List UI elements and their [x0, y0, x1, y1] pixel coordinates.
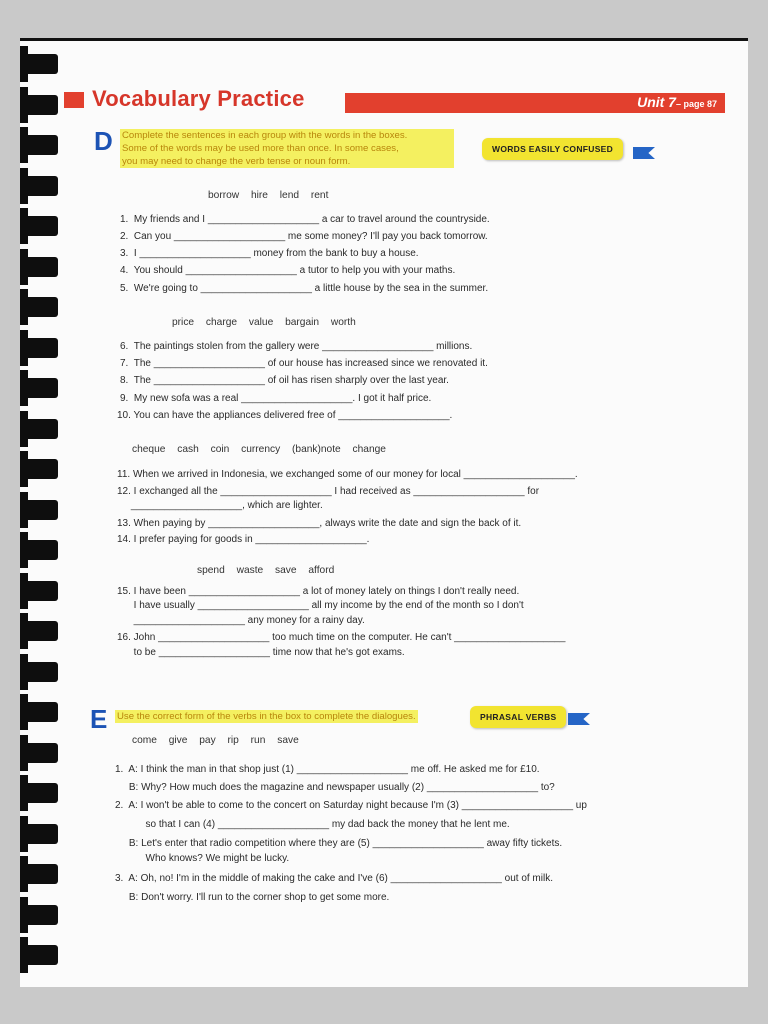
word-box-2: price charge value bargain worth — [172, 317, 356, 328]
exercise-line: 12. I exchanged all the ____________________ I had received as ____________________ for — [117, 486, 540, 497]
binding-tab — [20, 702, 58, 722]
binding-tab — [20, 135, 58, 155]
binding-tab — [20, 540, 58, 560]
binding-tab — [20, 459, 58, 479]
exercise-line: 5. We're going to ____________________ a little house by the sea in the summer. — [120, 283, 489, 294]
exercise-line: 1. My friends and I ____________________ a car to travel around the countryside. — [120, 214, 490, 225]
exercise-line: 2. Can you ____________________ me some money? I'll pay you back tomorrow. — [120, 231, 488, 242]
exercise-line: 8. The ____________________ of oil has risen sharply over the last year. — [120, 375, 449, 386]
binding-tab — [20, 621, 58, 641]
section-e-letter: E — [90, 704, 108, 734]
spiral-binding — [20, 40, 60, 984]
word-box-3: cheque cash coin currency (bank)note change — [132, 444, 386, 455]
word-box-4: spend waste save afford — [197, 565, 335, 576]
exercise-line: 7. The ____________________ of our house has increased since we renovated it. — [120, 358, 488, 369]
dialogue-line: Who knows? We might be lucky. — [115, 853, 290, 864]
exercise-line: 9. My new sofa was a real ____________________. I got it half price. — [120, 393, 432, 404]
binding-tab — [20, 257, 58, 277]
binding-tab — [20, 864, 58, 884]
exercise-line: 14. I prefer paying for goods in ____________________. — [117, 534, 370, 545]
phrasal-verbs-badge: PHRASAL VERBS — [470, 706, 566, 728]
words-easily-confused-badge: WORDS EASILY CONFUSED — [482, 138, 623, 160]
dialogue-line: B: Let's enter that radio competition where they are (5) ____________________ away fifty tickets. — [115, 838, 563, 849]
binding-tab — [20, 95, 58, 115]
header-bar — [345, 93, 725, 113]
dialogue-line: 2. A: I won't be able to come to the concert on Saturday night because I'm (3) ____________________ up — [115, 800, 587, 811]
instruction-line: you may need to change the verb tense or noun form. — [122, 156, 351, 167]
instruction-line: Complete the sentences in each group with the words in the boxes. — [122, 130, 408, 141]
unit-label — [637, 94, 717, 110]
binding-tab — [20, 338, 58, 358]
dialogue-line: 3. A: Oh, no! I'm in the middle of making the cake and I've (6) ____________________ out of milk. — [115, 873, 553, 884]
binding-tab — [20, 824, 58, 844]
binding-tab — [20, 743, 58, 763]
binding-tab — [20, 662, 58, 682]
exercise-line: 3. I ____________________ money from the bank to buy a house. — [120, 248, 419, 259]
binding-tab — [20, 216, 58, 236]
unit-number: Unit 7 — [637, 94, 676, 110]
binding-tab — [20, 297, 58, 317]
binding-tab — [20, 905, 58, 925]
exercise-line: 11. When we arrived in Indonesia, we exchanged some of our money for local ____________________. — [117, 469, 578, 480]
binding-tab — [20, 500, 58, 520]
exercise-line: 13. When paying by ____________________, always write the date and sign the back of it. — [117, 518, 522, 529]
binding-tab — [20, 419, 58, 439]
binding-tab — [20, 581, 58, 601]
section-e-instructions: Use the correct form of the verbs in the box to complete the dialogues. — [117, 711, 416, 722]
binding-tab — [20, 54, 58, 74]
binding-tab — [20, 176, 58, 196]
dialogue-line: so that I can (4) ____________________ my dad back the money that he lent me. — [115, 819, 510, 830]
dialogue-line: 1. A: I think the man in that shop just (1) ____________________ me off. He asked me for £10. — [115, 764, 540, 775]
word-box-5: come give pay rip run save — [132, 735, 299, 746]
exercise-line: 4. You should ____________________ a tutor to help you with your maths. — [120, 265, 456, 276]
page-title: Vocabulary Practice — [92, 86, 305, 111]
exercise-line: to be ____________________ time now that he's got exams. — [117, 647, 405, 658]
exercise-line: ____________________, which are lighter. — [117, 500, 323, 511]
exercise-line: I have usually ____________________ all my income by the end of the month so I don't — [117, 600, 524, 611]
section-d-letter: D — [94, 126, 113, 156]
exercise-line: 15. I have been ____________________ a lot of money lately on things I don't really need. — [117, 586, 520, 597]
binding-tab — [20, 945, 58, 965]
instruction-line: Some of the words may be used more than once. In some cases, — [122, 143, 399, 154]
exercise-line: 10. You can have the appliances delivered free of ____________________. — [117, 410, 453, 421]
binding-tab — [20, 783, 58, 803]
page-reference: – page 87 — [675, 99, 717, 109]
word-box-1: borrow hire lend rent — [208, 190, 329, 201]
exercise-line: 6. The paintings stolen from the gallery were ____________________ millions. — [120, 341, 473, 352]
dialogue-line: B: Why? How much does the magazine and newspaper usually (2) ____________________ to? — [115, 782, 555, 793]
section-d-instructions — [120, 129, 454, 168]
exercise-line: ____________________ any money for a rainy day. — [117, 615, 365, 626]
exercise-line: 16. John ____________________ too much time on the computer. He can't ____________________ — [117, 632, 566, 643]
header-accent-bar — [64, 92, 84, 108]
binding-tab — [20, 378, 58, 398]
dialogue-line: B: Don't worry. I'll run to the corner shop to get some more. — [115, 892, 390, 903]
